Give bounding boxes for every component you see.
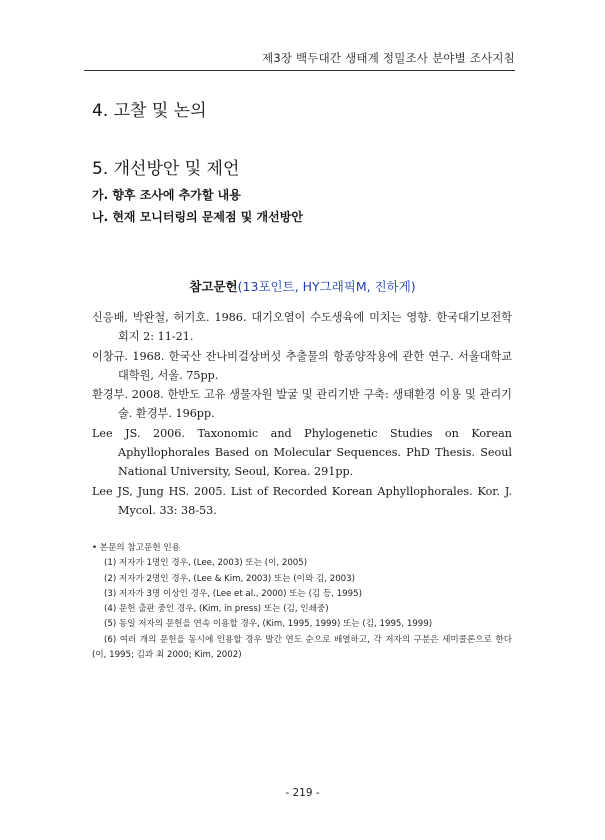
citation-note-item: (4) 문헌 출판 중인 경우, (Kim, in press) 또는 (김, 인쇄중) [104,604,329,615]
citation-note-item: (5) 동일 저자의 문헌을 연속 이용할 경우, (Kim, 1995, 1999) 또는 (김, 1995, 1999) [104,619,433,630]
section-4-heading: 4. 고찰 및 논의 [92,101,207,121]
reference-entry: Lee JS, Jung HS. 2005. List of Recorded Korean Aphyllophorales. Kor. J. Mycol. 33: 38-53. [92,484,512,517]
citation-note-item: (2) 저자가 2명인 경우, (Lee & Kim, 2003) 또는 (이와 김, 2003) [104,573,355,584]
citation-notes [92,541,512,663]
references-title [0,277,605,295]
references-title-note: (13포인트, HY그래픽M, 진하게) [237,279,416,294]
citation-notes-heading: • 본문의 참고문헌 인용 [92,543,180,553]
running-header [84,50,515,71]
running-header-title: 제3장 백두대간 생태계 정밀조사 분야별 조사지침 [262,51,515,65]
reference-entry: Lee JS. 2006. Taxonomic and Phylogenetic Studies on Korean Aphyllophorales Based on Molecular Sequences. PhD Thesis. Seoul National University, Seoul, Korea. 291pp. [92,426,512,479]
references-title-text: 참고문헌 [189,279,238,294]
section-5-heading: 5. 개선방안 및 제언 [92,159,240,179]
page-number: - 219 - [285,787,320,799]
reference-entry: 이창규. 1968. 한국산 잔나비걸상버섯 추출물의 항종양작용에 관한 연구. 서울대학교 대학원, 서울. 75pp. [92,349,512,382]
reference-entry: 환경부. 2008. 한반도 고유 생물자원 발굴 및 관리기반 구축: 생태환경 이용 및 관리기술. 환경부. 196pp. [92,388,512,421]
reference-entry: 신응배, 박완철, 허기호. 1986. 대기오염이 수도생육에 미치는 영향. 한국대기보전학회지 2: 11-21. [92,311,512,344]
citation-note-item: (1) 저자가 1명인 경우, (Lee, 2003) 또는 (이, 2005) [104,558,308,569]
subsection-5a-heading: 가. 향후 조사에 추가할 내용 [92,188,241,202]
citation-note-item: (3) 저자가 3명 이상인 경우, (Lee et al., 2000) 또는 (김 등, 1995) [104,588,362,599]
subsection-5b-heading: 나. 현재 모니터링의 문제점 및 개선방안 [92,210,303,224]
citation-note-item: (6) 여러 개의 문헌을 동시에 인용할 경우 발간 연도 순으로 배열하고, 각 저자의 구분은 세미콜론으로 한다(이, 1995; 김과 최 2000; Kim, 2002) [92,634,512,661]
reference-list [92,308,512,520]
